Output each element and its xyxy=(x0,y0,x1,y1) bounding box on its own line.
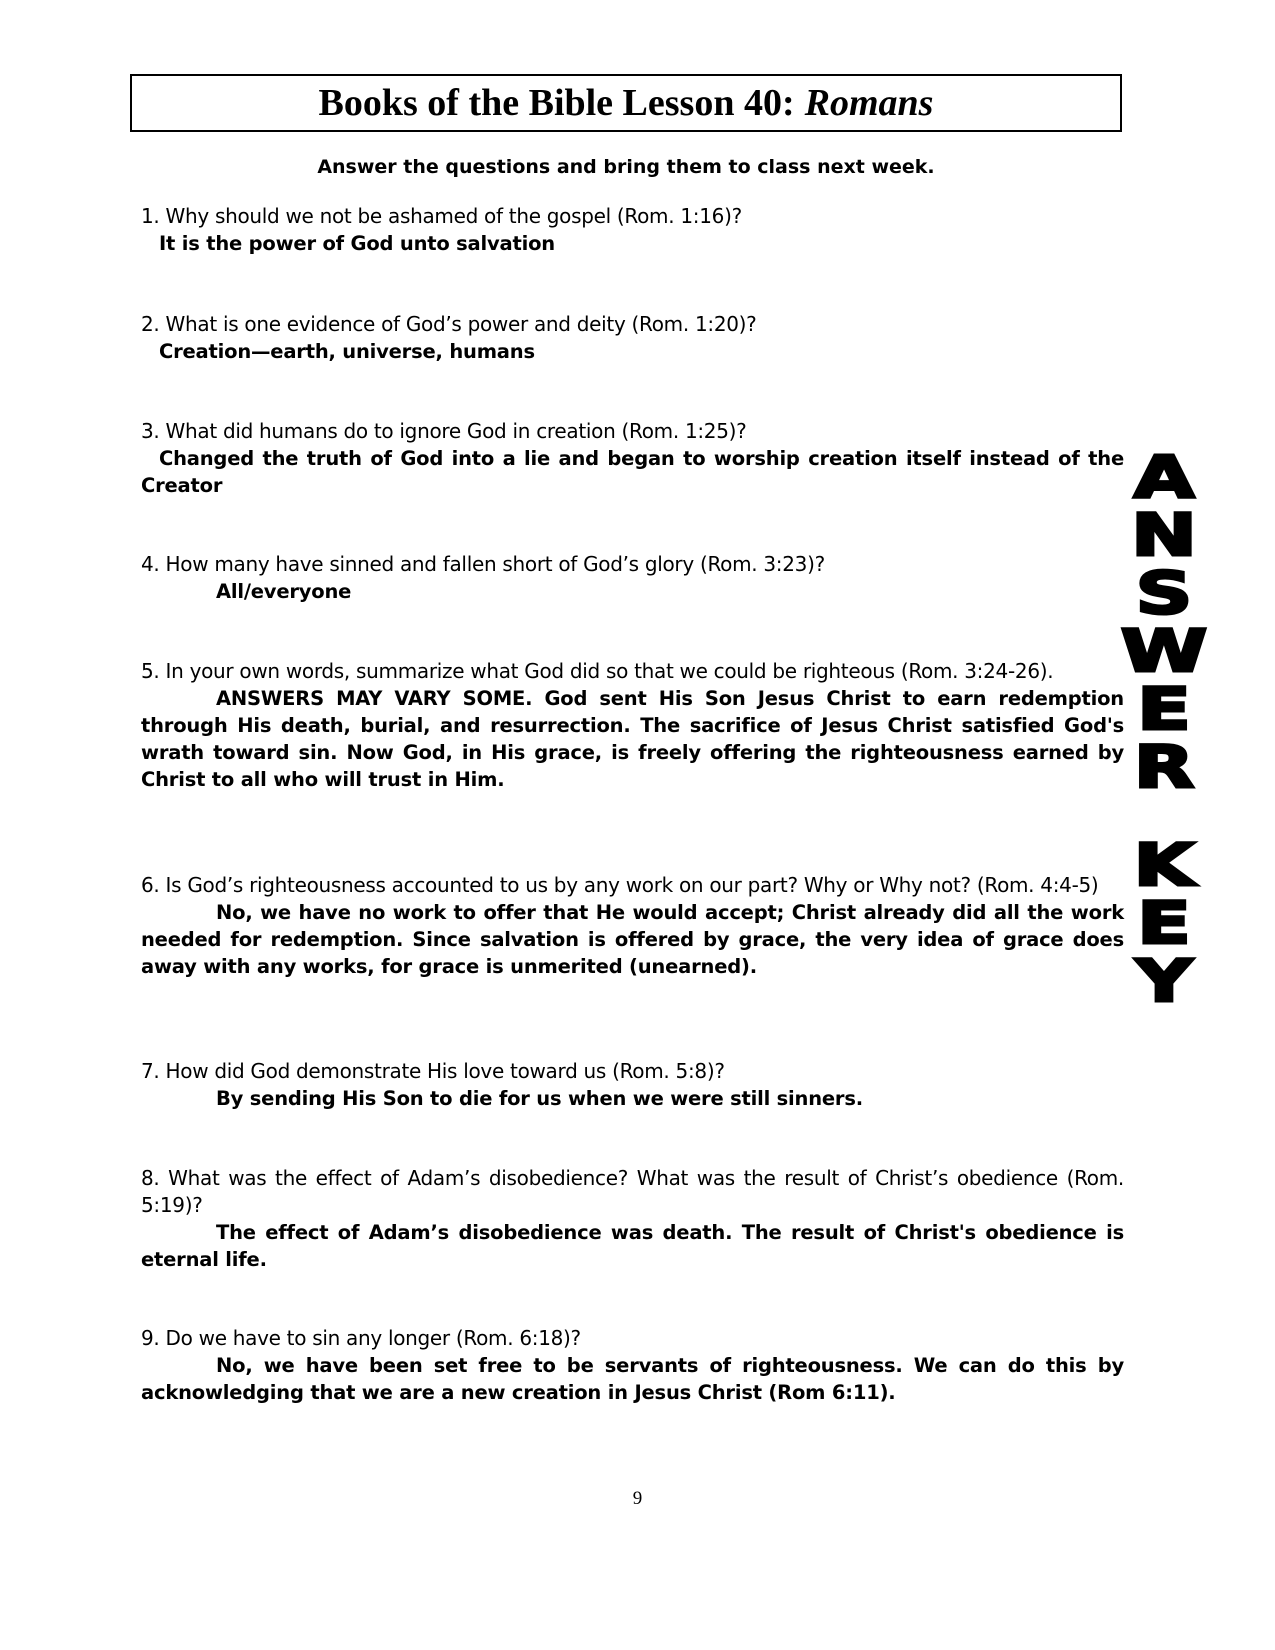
answer-text: No, we have no work to offer that He would accept; Christ already did all the work needed for redemption. Since salvation is offered by grace, the very idea of grace does away with any works, for grace is unmerited (unearned). xyxy=(141,901,1124,978)
question-block-6 xyxy=(141,872,1124,980)
question-text: 4. How many have sinned and fallen short of God’s glory (Rom. 3:23)? xyxy=(141,552,825,576)
question-text: 9. Do we have to sin any longer (Rom. 6:18)? xyxy=(141,1326,581,1350)
question-block-1 xyxy=(141,203,1124,257)
answer-key-letter: E xyxy=(1137,889,1191,957)
page-title xyxy=(130,74,1122,132)
question-text: 6. Is God’s righteousness accounted to us by any work on our part? Why or Why not? (Rom. 4:4-5) xyxy=(141,873,1099,897)
question-text: 7. How did God demonstrate His love toward us (Rom. 5:8)? xyxy=(141,1059,725,1083)
question-text: 1. Why should we not be ashamed of the gospel (Rom. 1:16)? xyxy=(141,204,742,228)
title-main: Books of the Bible Lesson 40: xyxy=(318,82,795,124)
instruction-text: Answer the questions and bring them to class next week. xyxy=(317,156,935,178)
question-text: 3. What did humans do to ignore God in creation (Rom. 1:25)? xyxy=(141,419,747,443)
answer-key-letter: R xyxy=(1133,733,1195,801)
question-block-2 xyxy=(141,311,1124,365)
answer-text: ANSWERS MAY VARY SOME. God sent His Son Jesus Christ to earn redemption through His death, burial, and resurrection. The sacrifice of Jesus Christ satisfied God's wrath toward sin. Now God, in His grace, is freely offering the righteousness earned by Christ to all who will trust in Him. xyxy=(141,687,1124,791)
answer-key-letter: W xyxy=(1120,617,1208,685)
question-block-7 xyxy=(141,1058,1124,1112)
answer-text: Creation—earth, universe, humans xyxy=(159,340,535,363)
question-block-8 xyxy=(141,1165,1124,1273)
answer-key-letter: E xyxy=(1137,675,1191,743)
answer-text: It is the power of God unto salvation xyxy=(159,232,555,255)
answer-text: Changed the truth of God into a lie and began to worship creation itself instead of the Creator xyxy=(141,447,1124,497)
answer-key-letter: N xyxy=(1131,501,1197,569)
question-block-5 xyxy=(141,658,1124,793)
answer-key-letter: Y xyxy=(1135,947,1193,1015)
answer-text: No, we have been set free to be servants of righteousness. We can do this by acknowledging that we are a new creation in Jesus Christ (Rom 6:11). xyxy=(141,1354,1124,1404)
question-block-4 xyxy=(141,551,1124,605)
answer-text: All/everyone xyxy=(216,580,352,603)
page-number: 9 xyxy=(632,1488,643,1509)
title-book: Romans xyxy=(804,82,934,124)
question-block-3 xyxy=(141,418,1124,499)
question-block-9 xyxy=(141,1325,1124,1406)
answer-key-letter: S xyxy=(1135,559,1193,627)
answer-text: By sending His Son to die for us when we were still sinners. xyxy=(216,1087,863,1110)
question-text: 5. In your own words, summarize what God did so that we could be righteous (Rom. 3:24-26). xyxy=(141,659,1054,683)
answer-key-letter: K xyxy=(1133,831,1195,899)
answer-text: The effect of Adam’s disobedience was death. The result of Christ's obedience is eternal life. xyxy=(141,1221,1124,1271)
question-text: 2. What is one evidence of God’s power and deity (Rom. 1:20)? xyxy=(141,312,757,336)
answer-key-vertical-label xyxy=(1110,443,1218,1015)
answer-key-letter: A xyxy=(1133,443,1195,511)
question-text: 8. What was the effect of Adam’s disobedience? What was the result of Christ’s obedience (Rom. 5:19)? xyxy=(141,1166,1124,1217)
